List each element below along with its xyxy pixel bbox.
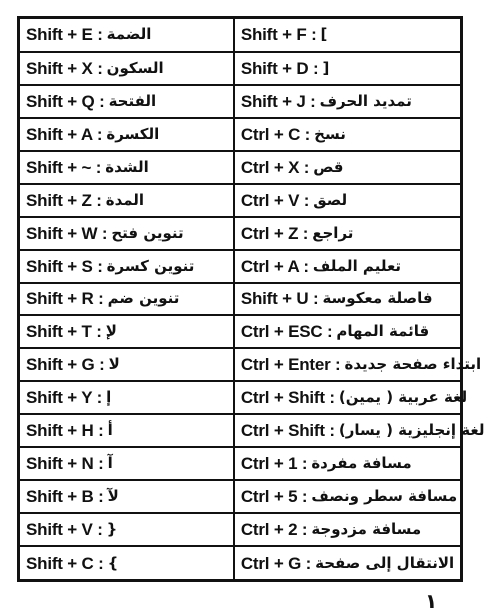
- shortcut-cell-left: [20, 315, 234, 348]
- table-row: [20, 19, 460, 52]
- shortcut-cell-left: [20, 217, 234, 250]
- shortcut-keys: Shift + S :: [26, 256, 103, 276]
- shortcut-cell-left: [20, 118, 234, 151]
- table-row: [20, 118, 460, 151]
- table-row: [20, 184, 460, 217]
- shortcut-keys: Ctrl + V :: [240, 190, 310, 210]
- shortcut-entry: [26, 60, 227, 77]
- shortcut-description: لغة عربية ( يمين): [338, 388, 468, 407]
- shortcut-cell-right: [234, 184, 460, 217]
- shortcut-description: الفتحة: [108, 91, 157, 110]
- shortcut-description: مسافة مفردة: [311, 454, 412, 473]
- shortcut-entry: [241, 258, 454, 275]
- shortcut-entry: [26, 290, 227, 307]
- shortcut-keys: Shift + C :: [26, 553, 104, 573]
- shortcut-entry: [241, 225, 454, 242]
- shortcut-entry: [26, 159, 227, 176]
- shortcut-entry: [26, 93, 227, 110]
- shortcut-description: نسخ: [314, 124, 346, 143]
- shortcut-description: الشدة: [105, 157, 149, 176]
- shortcut-cell-right: [234, 480, 460, 513]
- shortcut-keys: Shift + A :: [26, 124, 103, 144]
- shortcut-description: الانتقال إلى صفحة: [315, 553, 455, 572]
- shortcut-description: السكون: [106, 58, 164, 77]
- shortcut-description: تنوين ضم: [107, 289, 180, 308]
- shortcut-keys: Shift + ~ :: [26, 157, 102, 177]
- shortcut-keys: Ctrl + 5 :: [240, 487, 308, 507]
- shortcut-description: قص: [313, 157, 344, 176]
- shortcut-cell-right: [234, 513, 460, 546]
- shortcut-cell-right: [234, 348, 482, 381]
- shortcut-cell-right: [234, 151, 460, 184]
- shortcut-description: لغة إنجليزية ( يسار): [338, 421, 484, 440]
- table-row: [20, 447, 460, 480]
- shortcut-description: تمديد الحرف: [319, 91, 412, 110]
- shortcut-entry: [241, 521, 454, 538]
- shortcut-keys: Shift + V :: [26, 520, 103, 540]
- shortcut-description: مسافة سطر ونصف: [311, 487, 458, 506]
- shortcut-entry: [26, 521, 227, 538]
- shortcut-description: تراجع: [312, 223, 354, 242]
- shortcut-keys: Ctrl + Z :: [240, 223, 309, 243]
- shortcut-cell-right: [234, 315, 460, 348]
- shortcut-description: لا: [108, 355, 120, 374]
- shortcut-entry: [241, 455, 454, 472]
- shortcut-entry: [26, 422, 227, 439]
- shortcut-keys: Shift + Z :: [26, 190, 102, 210]
- shortcut-keys: Shift + G :: [26, 355, 105, 375]
- shortcut-entry: [26, 323, 227, 340]
- shortcut-description: تنوين كسرة: [106, 256, 195, 275]
- shortcut-description: لصق: [313, 190, 348, 209]
- shortcut-description: إ: [106, 388, 112, 407]
- shortcut-entry: [241, 159, 454, 176]
- shortcuts-table: [20, 19, 484, 579]
- shortcut-cell-left: [20, 447, 234, 480]
- shortcut-keys: Ctrl + X :: [240, 157, 310, 177]
- shortcut-entry: [26, 192, 227, 209]
- shortcut-keys: Shift + D :: [240, 58, 319, 78]
- shortcut-description: تنوين فتح: [111, 223, 184, 242]
- table-row: [20, 315, 460, 348]
- table-row: [20, 414, 460, 447]
- shortcut-cell-left: [20, 283, 234, 316]
- shortcut-keys: Ctrl + Enter :: [240, 355, 341, 375]
- shortcut-entry: [241, 555, 454, 572]
- shortcut-keys: Shift + X :: [26, 58, 103, 78]
- table-row: [20, 85, 460, 118]
- shortcut-cell-right: [234, 381, 468, 414]
- shortcut-entry: [26, 488, 227, 505]
- shortcut-description: لآ: [107, 487, 119, 506]
- table-row: [20, 381, 460, 414]
- shortcut-entry: [240, 388, 468, 408]
- shortcut-entry: [240, 487, 458, 507]
- table-row: [20, 217, 460, 250]
- shortcut-keys: Ctrl + C :: [240, 124, 311, 144]
- shortcut-keys: Ctrl + G :: [240, 553, 312, 573]
- shortcut-entry: [26, 225, 227, 242]
- table-row: [20, 250, 460, 283]
- shortcut-keys: Shift + R :: [26, 289, 104, 309]
- shortcut-cell-left: [20, 184, 234, 217]
- shortcut-description: قائمة المهام: [336, 322, 430, 341]
- shortcut-cell-right: [234, 283, 460, 316]
- shortcut-cell-left: [20, 250, 234, 283]
- shortcut-keys: Shift + Y :: [26, 388, 103, 408]
- shortcut-entry: [26, 389, 227, 406]
- page-number: ١: [425, 589, 438, 613]
- shortcut-keys: Shift + J :: [240, 91, 316, 111]
- shortcut-description: آ: [107, 454, 113, 473]
- shortcut-cell-left: [20, 513, 234, 546]
- shortcut-entry: [26, 455, 227, 472]
- shortcut-description: مسافة مزدوجة: [311, 520, 422, 539]
- table-row: [20, 480, 460, 513]
- shortcut-entry: [241, 192, 454, 209]
- shortcut-cell-left: [20, 151, 234, 184]
- shortcut-cell-left: [20, 85, 234, 118]
- shortcut-description: لإ: [105, 322, 117, 341]
- shortcut-keys: Ctrl + ESC :: [240, 322, 333, 342]
- shortcut-cell-left: [20, 19, 234, 52]
- shortcut-keys: Ctrl + Shift :: [240, 421, 335, 441]
- shortcut-cell-right: [234, 414, 484, 447]
- shortcut-keys: Shift + N :: [26, 454, 104, 474]
- shortcut-cell-right: [234, 52, 460, 85]
- shortcut-description: تعليم الملف: [312, 256, 402, 275]
- shortcut-keys: Ctrl + Shift :: [240, 388, 335, 408]
- shortcut-entry: [240, 421, 484, 441]
- table-row: [20, 151, 460, 184]
- shortcut-keys: Shift + E :: [26, 25, 103, 45]
- shortcut-entry: [26, 555, 227, 572]
- shortcut-description: {: [106, 520, 118, 539]
- shortcut-keys: Shift + F :: [240, 25, 317, 45]
- shortcut-entry: [26, 356, 227, 373]
- shortcut-cell-right: [234, 118, 460, 151]
- shortcut-cell-right: [234, 19, 460, 52]
- shortcut-cell-left: [20, 381, 234, 414]
- shortcut-description: ابتداء صفحة جديدة: [344, 355, 482, 374]
- shortcuts-sheet: [17, 16, 484, 582]
- shortcut-keys: Shift + B :: [26, 487, 104, 507]
- shortcut-cell-left: [20, 348, 234, 381]
- shortcut-description: الكسرة: [106, 124, 160, 143]
- shortcut-description: فاصلة معكوسة: [322, 289, 433, 308]
- shortcut-description: [: [322, 58, 330, 77]
- shortcut-keys: Ctrl + 2 :: [240, 520, 308, 540]
- shortcut-keys: Shift + U :: [240, 289, 319, 309]
- shortcut-entry: [26, 26, 227, 43]
- shortcut-entry: [241, 60, 454, 77]
- table-row: [20, 513, 460, 546]
- shortcut-description: المدة: [105, 190, 145, 209]
- shortcut-cell-left: [20, 546, 234, 579]
- table-row: [20, 283, 460, 316]
- shortcut-description: ]: [320, 25, 328, 44]
- shortcut-entry: [240, 355, 482, 375]
- shortcut-cell-left: [20, 52, 234, 85]
- shortcuts-table-body: [20, 19, 484, 579]
- shortcut-cell-right: [234, 250, 460, 283]
- shortcut-keys: Ctrl + 1 :: [240, 454, 308, 474]
- shortcut-entry: [241, 93, 454, 110]
- shortcut-description: أ: [107, 421, 113, 440]
- shortcut-keys: Shift + W :: [26, 223, 108, 243]
- shortcut-cell-right: [234, 447, 460, 480]
- shortcut-keys: Shift + H :: [26, 421, 104, 441]
- shortcut-entry: [26, 258, 227, 275]
- table-row: [20, 52, 460, 85]
- table-row: [20, 348, 460, 381]
- table-row: [20, 546, 460, 579]
- shortcut-entry: [241, 26, 454, 43]
- shortcut-keys: Ctrl + A :: [240, 256, 309, 276]
- shortcut-cell-left: [20, 414, 234, 447]
- shortcut-entry: [241, 290, 454, 307]
- shortcut-cell-right: [234, 217, 460, 250]
- shortcut-description: }: [107, 553, 119, 572]
- shortcut-keys: Shift + T :: [26, 322, 102, 342]
- shortcut-cell-left: [20, 480, 234, 513]
- shortcut-entry: [241, 126, 454, 143]
- shortcut-description: الضمة: [106, 25, 152, 44]
- shortcut-entry: [26, 126, 227, 143]
- shortcut-cell-right: [234, 546, 460, 579]
- shortcut-entry: [241, 323, 454, 340]
- shortcut-keys: Shift + Q :: [26, 91, 105, 111]
- shortcut-cell-right: [234, 85, 460, 118]
